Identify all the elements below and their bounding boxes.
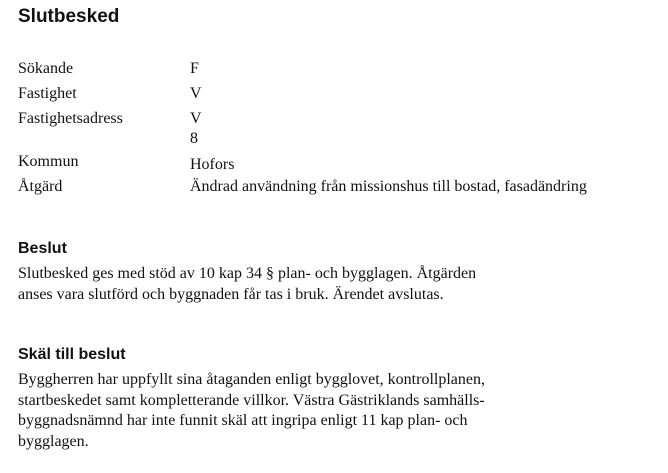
beslut-line: Slutbesked ges med stöd av 10 kap 34 § plan- och bygglagen. Åtgärden [18,265,477,282]
document-title: Slutbesked [18,6,120,27]
kommun-label: Kommun [18,153,79,170]
atgard-value: Ändrad användning från missionshus till bostad, fasadändring [190,178,587,195]
info-row-fastighetsadress [18,109,658,149]
beslut-text [18,264,476,305]
sokande-label: Sökande [18,60,74,77]
sokande-value [190,59,658,79]
skal-line: startbeskedet samt kompletterande villkor. Västra Gästriklands samhälls- [18,391,485,409]
info-row-sokande [18,59,658,79]
kommun-value [190,152,658,172]
skal-line: Byggherren har uppfyllt sina åtaganden enligt bygglovet, kontrollplanen, [18,371,485,388]
sokande-value-text: F [190,60,199,77]
fastighet-value-text: V [190,85,202,102]
fastighet-label: Fastighet [18,85,77,102]
fastighet-value [190,84,658,104]
info-row-kommun [18,152,658,172]
fastighetsadress-line1: V [190,110,202,127]
skal-line: byggnadsnämnd har inte funnit skäl att ingripa enligt 11 kap plan- och [18,412,468,429]
info-row-fastighet [18,84,658,104]
fastighetsadress-value [190,109,658,149]
beslut-line: anses vara slutförd och byggnaden får tas i bruk. Ärendet avslutas. [18,285,444,303]
atgard-label: Åtgärd [18,178,63,195]
skal-heading: Skäl till beslut [18,346,126,363]
fastighetsadress-line2: 8 [190,130,198,147]
info-table [18,59,658,202]
beslut-heading: Beslut [18,240,67,257]
fastighetsadress-label: Fastighetsadress [18,110,123,127]
info-row-atgard [18,177,658,197]
skal-line: bygglagen. [18,432,89,450]
kommun-value-text: Hofors [190,156,235,173]
skal-text [18,370,485,452]
